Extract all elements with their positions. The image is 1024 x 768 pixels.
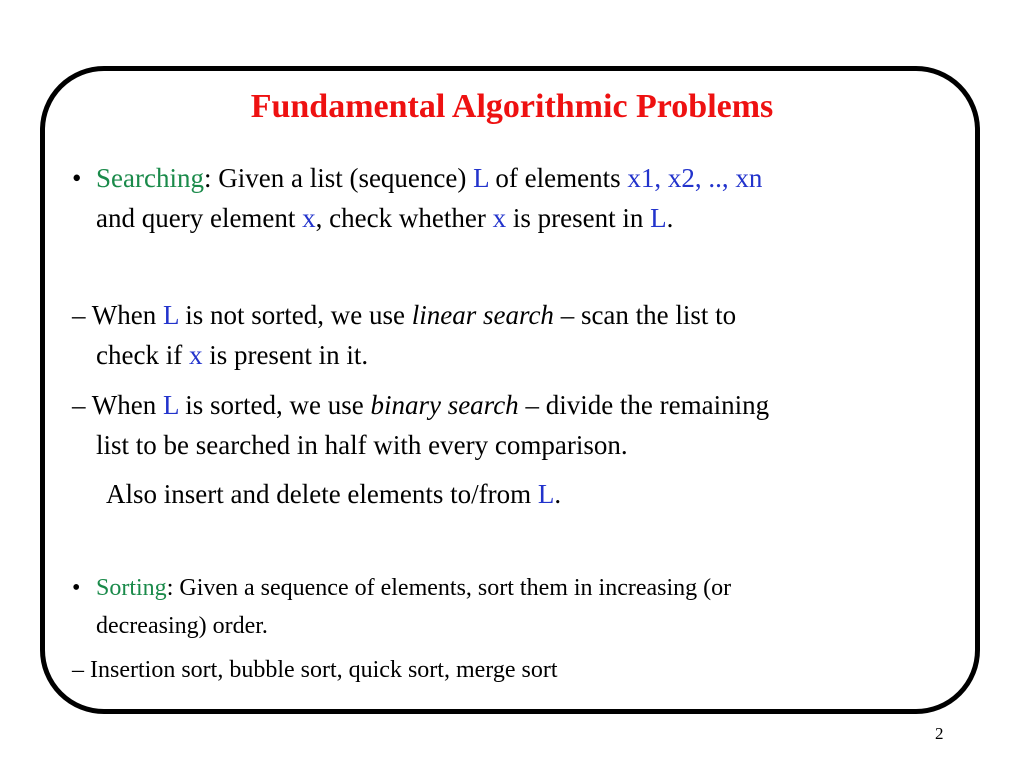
text: . (666, 203, 674, 233)
var-L: L (537, 479, 555, 509)
text: is present in (506, 203, 651, 233)
binary-line-2 (96, 425, 628, 465)
text: Also insert and delete elements to/from (106, 479, 538, 509)
text: and query element (96, 203, 303, 233)
page-number: 2 (935, 724, 944, 743)
text: check if (96, 340, 189, 370)
sorting-line-2: decreasing) order. (96, 613, 268, 639)
sorting-line-1 (72, 569, 731, 607)
var-x: x (188, 340, 203, 370)
var-L: L (162, 300, 179, 330)
also-line (106, 474, 561, 514)
sorting-algorithms: – Insertion sort, bubble sort, quick sort, merge sort (72, 657, 558, 683)
linear-line-2 (96, 335, 368, 375)
var-L: L (162, 390, 179, 420)
bullet: • (72, 163, 82, 193)
text: – When (72, 300, 163, 330)
text: – When (72, 390, 163, 420)
linear-search-term: linear search (411, 300, 554, 330)
slide-title: Fundamental Algorithmic Problems (250, 88, 774, 125)
searching-line-2 (96, 198, 673, 238)
text: of elements (488, 163, 628, 193)
text: . (554, 479, 562, 509)
text: : Given a list (sequence) (203, 163, 474, 193)
linear-line-1 (72, 295, 736, 335)
text: is present in it. (202, 340, 369, 370)
var-L: L (650, 203, 667, 233)
searching-label: Searching (96, 163, 204, 193)
text: – scan the list to (553, 300, 737, 330)
text: – divide the remaining (518, 390, 770, 420)
text: list to be searched in half with every comparison. (96, 430, 628, 460)
var-x: x (492, 203, 507, 233)
text: is sorted, we use (178, 390, 371, 420)
sorting-label: Sorting (96, 575, 167, 601)
text: , check whether (315, 203, 493, 233)
text: is not sorted, we use (178, 300, 412, 330)
text: : Given a sequence of elements, sort them in increasing (or (166, 575, 732, 601)
var-elements: x1, x2, .., xn (627, 163, 763, 193)
var-x: x (302, 203, 316, 233)
binary-search-term: binary search (370, 390, 519, 420)
var-L: L (473, 163, 489, 193)
searching-line-1 (72, 158, 762, 198)
binary-line-1 (72, 385, 769, 425)
bullet: • (72, 575, 81, 601)
